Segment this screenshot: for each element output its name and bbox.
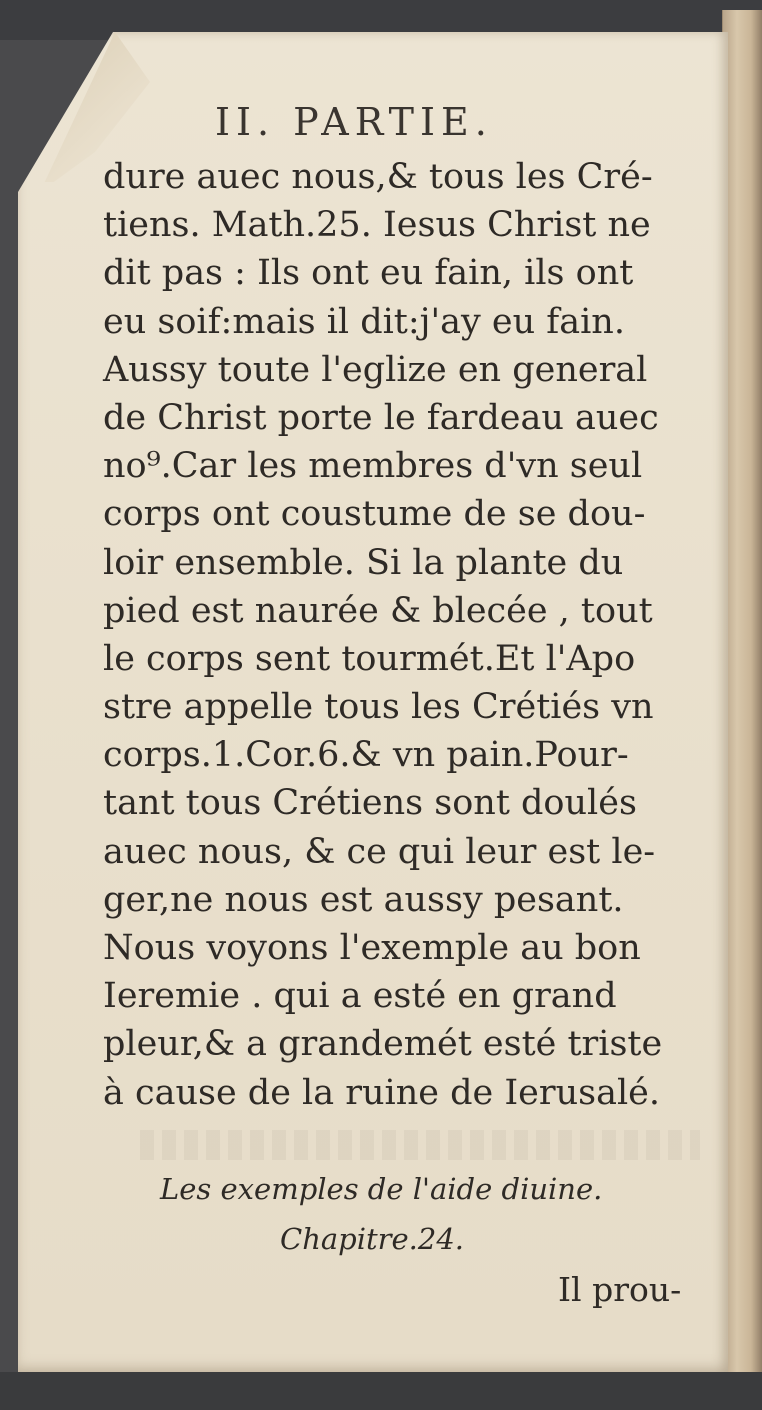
text-line: de Christ porte le fardeau auec <box>103 397 659 438</box>
text-line: tiens. Math.25. Iesus Christ ne <box>103 205 651 246</box>
book-fore-edge <box>722 10 762 1400</box>
text-line: tant tous Crétiens sont doulés <box>103 783 637 824</box>
text-line: ger,ne nous est aussy pesant. <box>103 879 624 920</box>
text-line: dure auec nous,& tous les Cré- <box>103 157 653 197</box>
text-line: stre appelle tous les Crétiés vn <box>103 687 654 728</box>
text-line: corps ont coustume de se dou- <box>103 494 646 535</box>
text-line: no⁹.Car les membres d'vn seul <box>103 446 643 487</box>
text-line: Aussy toute l'eglize en general <box>103 349 648 390</box>
section-title: Les exemples de l'aide diuine. <box>160 1172 603 1206</box>
body-text <box>103 153 703 1117</box>
text-line: dit pas : Ils ont eu fain, ils ont <box>103 253 634 294</box>
bleed-through-shadow <box>140 1130 700 1160</box>
text-line: corps.1.Cor.6.& vn pain.Pour- <box>103 735 629 776</box>
text-line: loir ensemble. Si la plante du <box>103 542 624 583</box>
text-line: auec nous, & ce qui leur est le- <box>103 831 656 872</box>
running-head: II. PARTIE. <box>215 100 493 144</box>
catchword: Il prou- <box>558 1270 682 1309</box>
chapter-heading: Chapitre.24. <box>280 1222 465 1256</box>
text-line: pleur,& a grandemét esté triste <box>103 1024 663 1065</box>
text-line: pied est naurée & blecée , tout <box>103 590 653 631</box>
dark-background-bottom <box>0 1372 762 1410</box>
text-line: le corps sent tourmét.Et l'Apo <box>103 638 636 679</box>
text-line: Ieremie . qui a esté en grand <box>103 976 617 1017</box>
text-line: Nous voyons l'exemple au bon <box>103 928 641 968</box>
text-line: eu soif:mais il dit:j'ay eu fain. <box>103 301 625 342</box>
text-line: à cause de la ruine de Ierusalé. <box>103 1072 660 1113</box>
